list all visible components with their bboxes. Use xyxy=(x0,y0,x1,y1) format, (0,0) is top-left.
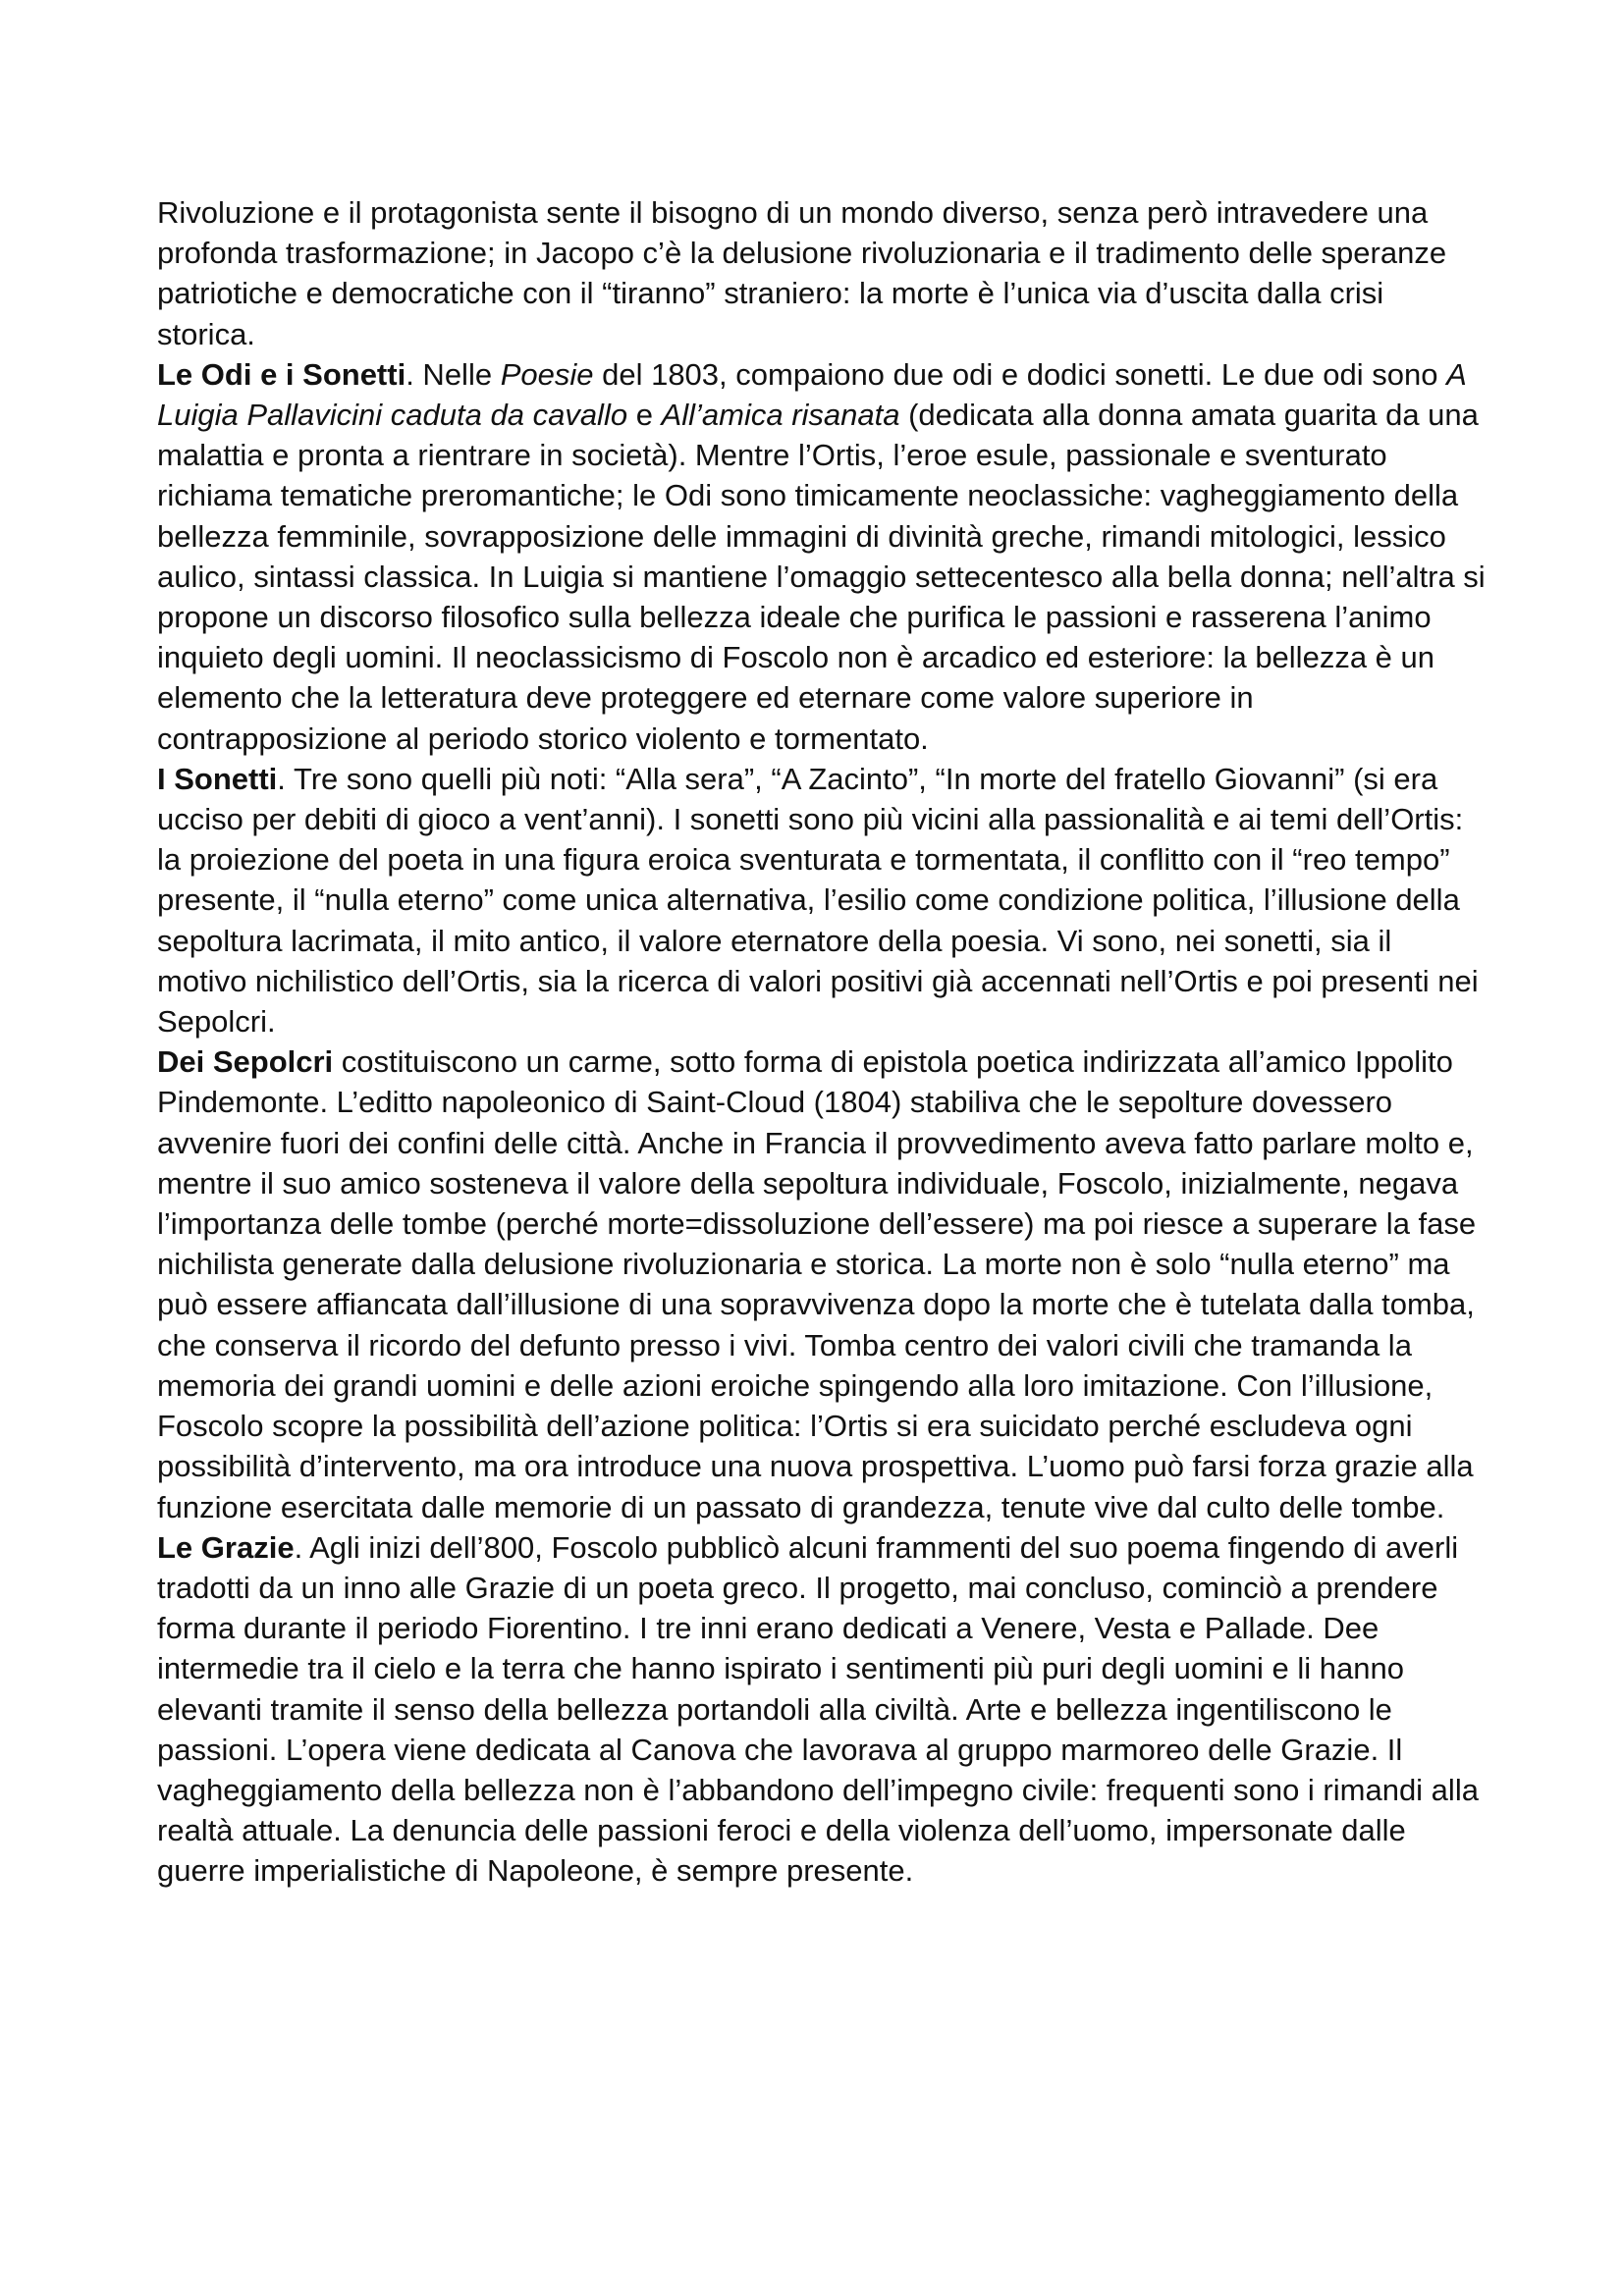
section-heading-odi-e-sonetti: Le Odi e i Sonetti xyxy=(157,356,406,392)
paragraph-text: . Agli inizi dell’800, Foscolo pubblicò alcuni frammenti del suo poema fingendo di averli tradotti da un inno alle Grazie di un poeta greco. Il progetto, mai concluso, cominciò a prendere forma durante il periodo Fiorentino. I tre inni erano dedicati a Venere, Vesta e Pallade. Dee intermedie tra il cielo e la terra che hanno ispirato i sentimenti più puri degli uomini e li hanno elevanti tramite il senso della bellezza portandoli alla civiltà. Arte e bellezza ingentiliscono le passioni. L’opera viene dedicata al Canova che lavorava al gruppo marmoreo delle Grazie. Il vagheggiamento della bellezza non è l’abbandono dell’impegno civile: frequenti sono i rimandi alla realtà attuale. La denuncia delle passioni feroci e della violenza dell’uomo, impersonate dalle guerre imperialistiche di Napoleone, è sempre presente. xyxy=(157,1529,1479,1889)
paragraph-text: e xyxy=(627,398,662,433)
paragraph-text: del 1803, compaiono due odi e dodici sonetti. Le due odi sono xyxy=(593,356,1447,392)
paragraph-text: (dedicata alla donna amata guarita da una malattia e pronta a rientrare in società). Mentre l’Ortis, l’eroe esule, passionale e sventurato richiama tematiche preromantiche; le Odi sono timicamente neoclassiche: vagheggiamento della bellezza femminile, sovrapposizione delle immagini di divinità greche, rimandi mitologici, lessico aulico, sintassi classica. In Luigia si mantiene l’omaggio settecentesco alla bella donna; nell’altra si propone un discorso filosofico sulla bellezza ideale che purifica le passioni e rasserena l’animo inquieto degli uomini. Il neoclassicismo di Foscolo non è arcadico ed esteriore: la bellezza è un elemento che la letteratura deve proteggere ed eternare come valore superiore in contrapposizione al periodo storico violento e tormentato. xyxy=(157,398,1486,756)
paragraph-text: . Nelle xyxy=(406,356,501,392)
paragraph-dei-sepolcri xyxy=(157,1041,1488,1526)
paragraph-le-grazie xyxy=(157,1527,1488,1892)
section-heading-i-sonetti: I Sonetti xyxy=(157,761,278,796)
paragraph-text: . Tre sono quelli più noti: “Alla sera”, “A Zacinto”, “In morte del fratello Giovanni” (si era ucciso per debiti di gioco a vent’anni). I sonetti sono più vicini alla passionalità e ai temi dell’Ortis: la proiezione del poeta in una figura eroica sventurata e tormentata, il conflitto con il “reo tempo” presente, il “nulla eterno” come unica alternativa, l’esilio come condizione politica, l’illusione della sepoltura lacrimata, il mito antico, il valore eternatore della poesia. Vi sono, nei sonetti, sia il motivo nichilistico dell’Ortis, sia la ricerca di valori positivi già accennati nell’Ortis e poi presenti nei Sepolcri. xyxy=(157,761,1479,1040)
paragraph-i-sonetti xyxy=(157,759,1488,1041)
title-amica-risanata: All’amica risanata xyxy=(661,398,900,433)
paragraph-rivoluzione xyxy=(157,192,1488,354)
paragraph-text: costituiscono un carme, sotto forma di epistola poetica indirizzata all’amico Ippolito Pindemonte. L’editto napoleonico di Saint-Cloud (1804) stabiliva che le sepolture dovessero avvenire fuori dei confini delle città. Anche in Francia il provvedimento aveva fatto parlare molto e, mentre il suo amico sosteneva il valore della sepoltura individuale, Foscolo, inizialmente, negava l’importanza delle tombe (perché morte=dissoluzione dell’essere) ma poi riesce a superare la fase nichilista generate dalla delusione rivoluzionaria e storica. La morte non è solo “nulla eterno” ma può essere affiancata dall’illusione di una sopravvivenza dopo la morte che è tutelata dalla tomba, che conserva il ricordo del defunto presso i vivi. Tomba centro dei valori civili che tramanda la memoria dei grandi uomini e delle azioni eroiche spingendo alla loro imitazione. Con l’illusione, Foscolo scopre la possibilità dell’azione politica: l’Ortis si era suicidato perché escludeva ogni possibilità d’intervento, ma ora introduce una nuova prospettiva. L’uomo può farsi forza grazie alla funzione esercitata dalle memorie di un passato di grandezza, tenute vive dal culto delle tombe. xyxy=(157,1044,1477,1524)
title-poesie: Poesie xyxy=(500,356,594,392)
section-heading-dei-sepolcri: Dei Sepolcri xyxy=(157,1044,334,1080)
document-page xyxy=(157,192,1488,1892)
title-luigia-pallavicini: A Luigia Pallavicini caduta da cavallo xyxy=(157,356,1466,433)
paragraph-text: Rivoluzione e il protagonista sente il bisogno di un mondo diverso, senza però intravedere una profonda trasformazione; in Jacopo c’è la delusione rivoluzionaria e il tradimento delle speranze patriotiche e democratiche con il “tiranno” straniero: la morte è l’unica via d’uscita dalla crisi storica. xyxy=(157,195,1447,351)
section-heading-le-grazie: Le Grazie xyxy=(157,1529,295,1565)
paragraph-odi-e-sonetti xyxy=(157,354,1488,759)
